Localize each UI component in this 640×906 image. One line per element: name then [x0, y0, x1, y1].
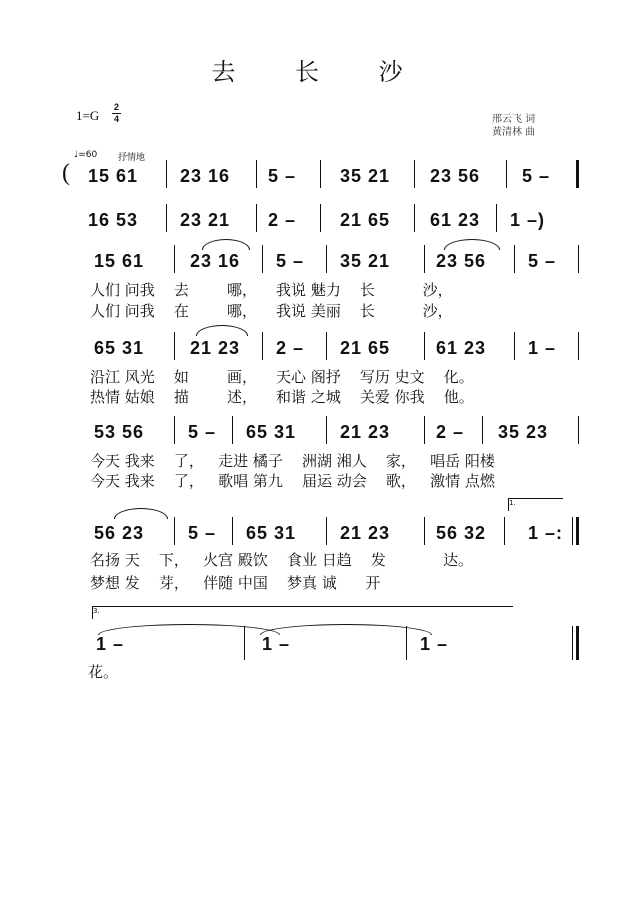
bar-line	[572, 626, 573, 660]
measure: 35 21	[340, 166, 391, 186]
measure: 1 –	[420, 634, 449, 654]
measure: 23 16	[190, 251, 241, 271]
lyric-line-2: 热情 姑娘 描 述， 和谐 之城 关爱 你我 他。	[90, 388, 474, 406]
bar-line	[514, 245, 515, 273]
bar-line	[262, 332, 263, 360]
volta-1: 1.	[508, 498, 563, 511]
bar-line	[174, 332, 175, 360]
song-title: 去 长 沙	[211, 58, 429, 86]
measure: 5 –	[188, 422, 217, 442]
bar-line	[578, 416, 579, 444]
slur	[444, 239, 500, 250]
bar-line	[256, 204, 257, 232]
expression-marking: 抒情地	[118, 153, 146, 163]
time-sig-top: 2	[113, 102, 119, 112]
lyric-line-2: 今天 我来 了， 歌唱 第九 届运 动会 歌， 激情 点燃	[90, 472, 495, 490]
lyric-line-1: 人们 问我 去 哪， 我说 魅力 长 沙，	[90, 281, 453, 299]
bar-line	[424, 332, 425, 360]
measure: 61 23	[436, 338, 487, 358]
bar-line	[424, 416, 425, 444]
lyric-line-1: 花。	[88, 663, 119, 681]
bar-line	[174, 416, 175, 444]
bar-line	[414, 160, 415, 188]
slur	[98, 624, 280, 635]
slur	[114, 508, 168, 519]
composer-credit: 黄清林 曲	[492, 127, 536, 138]
measure: 15 61	[88, 166, 139, 186]
measure: 2 –	[276, 338, 305, 358]
lyric-line-2: 人们 问我 在 哪， 我说 美丽 长 沙，	[90, 302, 453, 320]
measure: 5 –	[276, 251, 305, 271]
bar-line	[320, 160, 321, 188]
measure: 1 –	[96, 634, 125, 654]
measure: 35 23	[498, 422, 549, 442]
bar-line	[414, 204, 415, 232]
lyricist-credit: 邢云飞 词	[492, 114, 536, 125]
bar-line	[424, 245, 425, 273]
bar-line	[262, 245, 263, 273]
measure: 1 –)	[510, 210, 546, 230]
volta-3: 3.	[92, 606, 513, 619]
bar-line	[174, 517, 175, 545]
time-sig-bottom: 4	[113, 114, 119, 124]
measure: 1 –:	[528, 523, 564, 543]
measure: 5 –	[522, 166, 551, 186]
bar-line	[232, 517, 233, 545]
measure: 56 23	[94, 523, 145, 543]
slur	[202, 239, 250, 250]
measure: 53 56	[94, 422, 145, 442]
bar-line	[514, 332, 515, 360]
bar-line	[174, 245, 175, 273]
measure: 65 31	[246, 523, 297, 543]
bar-line	[326, 245, 327, 273]
bar-line	[572, 517, 573, 545]
bar-line	[506, 160, 507, 188]
measure: 56 32	[436, 523, 487, 543]
bar-line	[578, 245, 579, 273]
measure: 5 –	[528, 251, 557, 271]
tempo-marking: ♩=60	[74, 150, 98, 160]
measure: 21 23	[340, 523, 391, 543]
measure: 65 31	[94, 338, 145, 358]
lyric-line-1: 沿江 风光 如 画， 天心 阁抒 写历 史文 化。	[90, 368, 474, 386]
measure: 5 –	[188, 523, 217, 543]
measure: 5 –	[268, 166, 297, 186]
measure: 1 –	[262, 634, 291, 654]
measure: 21 65	[340, 210, 391, 230]
bar-line	[326, 332, 327, 360]
measure: 23 21	[180, 210, 231, 230]
measure: 2 –	[436, 422, 465, 442]
bar-line	[326, 517, 327, 545]
measure: 1 –	[528, 338, 557, 358]
bar-line	[166, 160, 167, 188]
bar-line	[256, 160, 257, 188]
bar-line	[576, 160, 579, 188]
time-signature	[112, 103, 121, 124]
bar-line	[424, 517, 425, 545]
bar-line	[320, 204, 321, 232]
bar-line	[576, 517, 579, 545]
measure: 23 56	[430, 166, 481, 186]
measure: 23 16	[180, 166, 231, 186]
lyric-line-1: 名扬 天 下， 火宫 殿饮 食业 日趋 发 达。	[90, 551, 474, 569]
bar-line	[504, 517, 505, 545]
measure: 21 23	[340, 422, 391, 442]
slur	[196, 325, 248, 336]
measure: 16 53	[88, 210, 139, 230]
measure: 65 31	[246, 422, 297, 442]
lyric-line-1: 今天 我来 了， 走进 橘子 洲湖 湘人 家， 唱岳 阳楼	[90, 452, 495, 470]
measure: 35 21	[340, 251, 391, 271]
bar-line	[166, 204, 167, 232]
key-signature: 1=G	[76, 108, 100, 123]
lyric-line-2: 梦想 发 芽， 伴随 中国 梦真 诚 开	[90, 574, 381, 592]
open-paren: (	[62, 160, 70, 186]
measure: 15 61	[94, 251, 145, 271]
bar-line	[576, 626, 579, 660]
measure: 23 56	[436, 251, 487, 271]
bar-line	[232, 416, 233, 444]
bar-line	[496, 204, 497, 232]
measure: 21 23	[190, 338, 241, 358]
bar-line	[482, 416, 483, 444]
bar-line	[578, 332, 579, 360]
measure: 21 65	[340, 338, 391, 358]
bar-line	[326, 416, 327, 444]
measure: 61 23	[430, 210, 481, 230]
measure: 2 –	[268, 210, 297, 230]
